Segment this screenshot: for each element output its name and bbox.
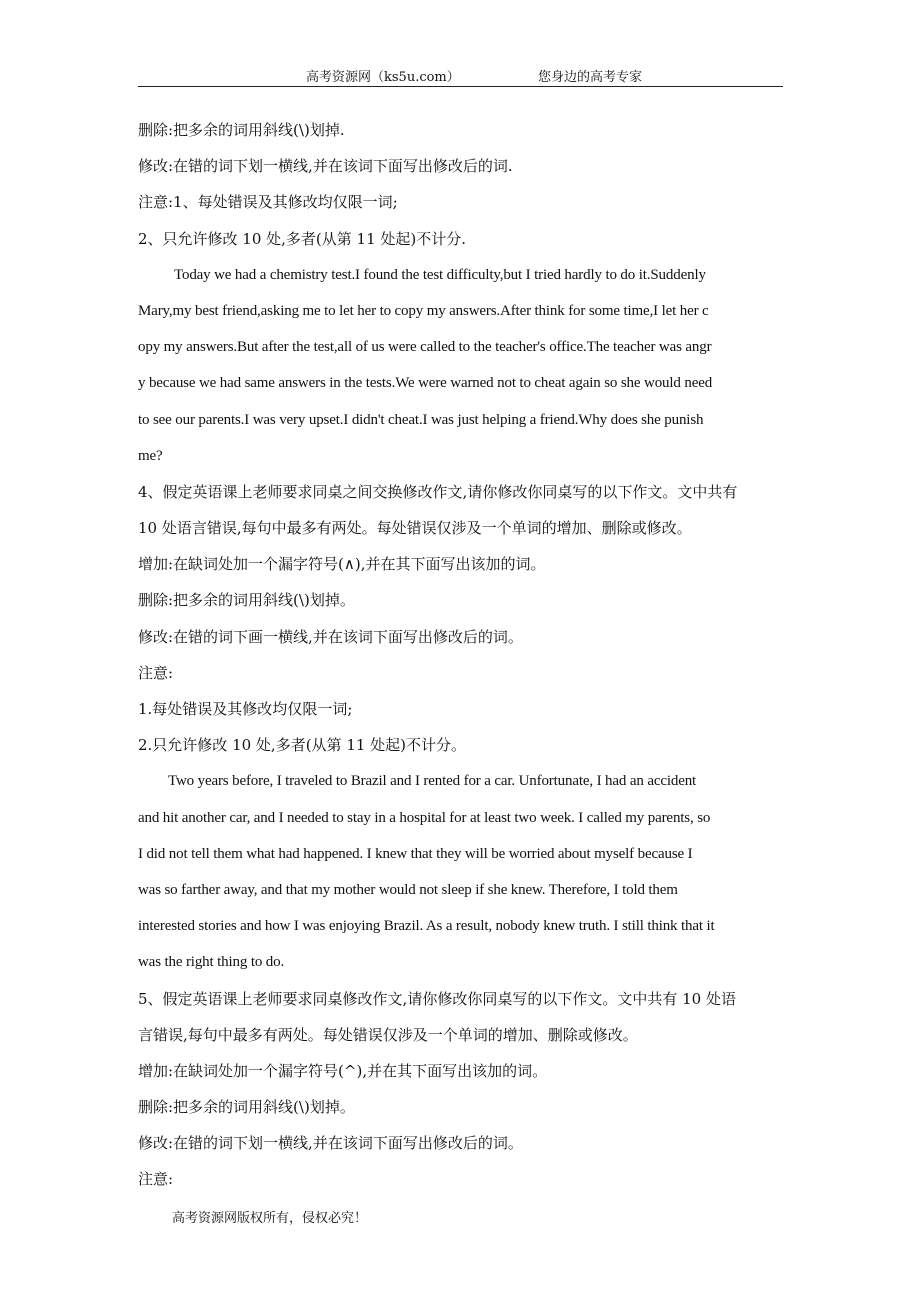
instruction-delete: 删除:把多余的词用斜线(\)划掉。: [138, 1098, 355, 1117]
note-1: 注意:1、每处错误及其修改均仅限一词;: [138, 193, 398, 212]
document-body: [138, 112, 786, 1198]
passage-line: and hit another car, and I needed to stay in a hospital for at least two week. I called my parents, so: [138, 809, 711, 826]
site-slogan: 您身边的高考专家: [538, 70, 643, 85]
site-name: 高考资源网（ks5u.com）: [306, 70, 460, 85]
note-heading: 注意:: [138, 663, 174, 682]
instruction-modify: 修改:在错的词下画一横线,并在该词下面写出修改后的词。: [138, 627, 523, 646]
note-heading: 注意:: [138, 1170, 174, 1189]
passage-line: Today we had a chemistry test.I found the test difficulty,but I tried hardly to do it.Suddenly: [174, 266, 706, 283]
question-4-title: 10 处语言错误,每句中最多有两处。每处错误仅涉及一个单词的增加、删除或修改。: [138, 519, 692, 538]
note-2: 2.只允许修改 10 处,多者(从第 11 处起)不计分。: [138, 736, 467, 755]
passage-line: me?: [138, 447, 163, 464]
note-2: 2、只允许修改 10 处,多者(从第 11 处起)不计分.: [138, 229, 467, 248]
instruction-add: 增加:在缺词处加一个漏字符号(^),并在其下面写出该加的词。: [138, 1061, 548, 1080]
passage-line: y because we had same answers in the tests.We were warned not to cheat again so she would need: [138, 375, 713, 392]
passage-line: was so farther away, and that my mother would not sleep if she knew. Therefore, I told them: [138, 881, 678, 898]
passage-line: Mary,my best friend,asking me to let her to copy my answers.After think for some time,I let her c: [138, 302, 709, 319]
instruction-modify: 修改:在错的词下划一横线,并在该词下面写出修改后的词.: [138, 157, 513, 176]
passage-line: I did not tell them what had happened. I knew that they will be worried about myself because I: [138, 845, 693, 862]
instruction-delete: 删除:把多余的词用斜线(\)划掉。: [138, 591, 355, 610]
instruction-add: 增加:在缺词处加一个漏字符号(∧),并在其下面写出该加的词。: [138, 555, 546, 574]
question-5-title: 言错误,每句中最多有两处。每处错误仅涉及一个单词的增加、删除或修改。: [138, 1025, 638, 1044]
question-5-title: 5、假定英语课上老师要求同桌修改作文,请你修改你同桌写的以下作文。文中共有 10 处语: [138, 989, 736, 1008]
passage-line: was the right thing to do.: [138, 954, 285, 971]
passage-line: to see our parents.I was very upset.I didn't cheat.I was just helping a friend.Why does she punish: [138, 411, 704, 428]
instruction-modify: 修改:在错的词下划一横线,并在该词下面写出修改后的词。: [138, 1134, 523, 1153]
passage-line: interested stories and how I was enjoying Brazil. As a result, nobody knew truth. I still think that it: [138, 918, 715, 935]
instruction-delete: 删除:把多余的词用斜线(\)划掉.: [138, 121, 345, 139]
passage-line: opy my answers.But after the test,all of us were called to the teacher's office.The teacher was angr: [138, 339, 712, 356]
page-header: [138, 64, 783, 87]
copyright-footer: 高考资源网版权所有，侵权必究！: [172, 1211, 368, 1226]
note-1: 1.每处错误及其修改均仅限一词;: [138, 700, 353, 718]
passage-line: Two years before, I traveled to Brazil and I rented for a car. Unfortunate, I had an accident: [168, 773, 697, 790]
question-4-title: 4、假定英语课上老师要求同桌之间交换修改作文,请你修改你同桌写的以下作文。文中共有: [138, 482, 738, 501]
